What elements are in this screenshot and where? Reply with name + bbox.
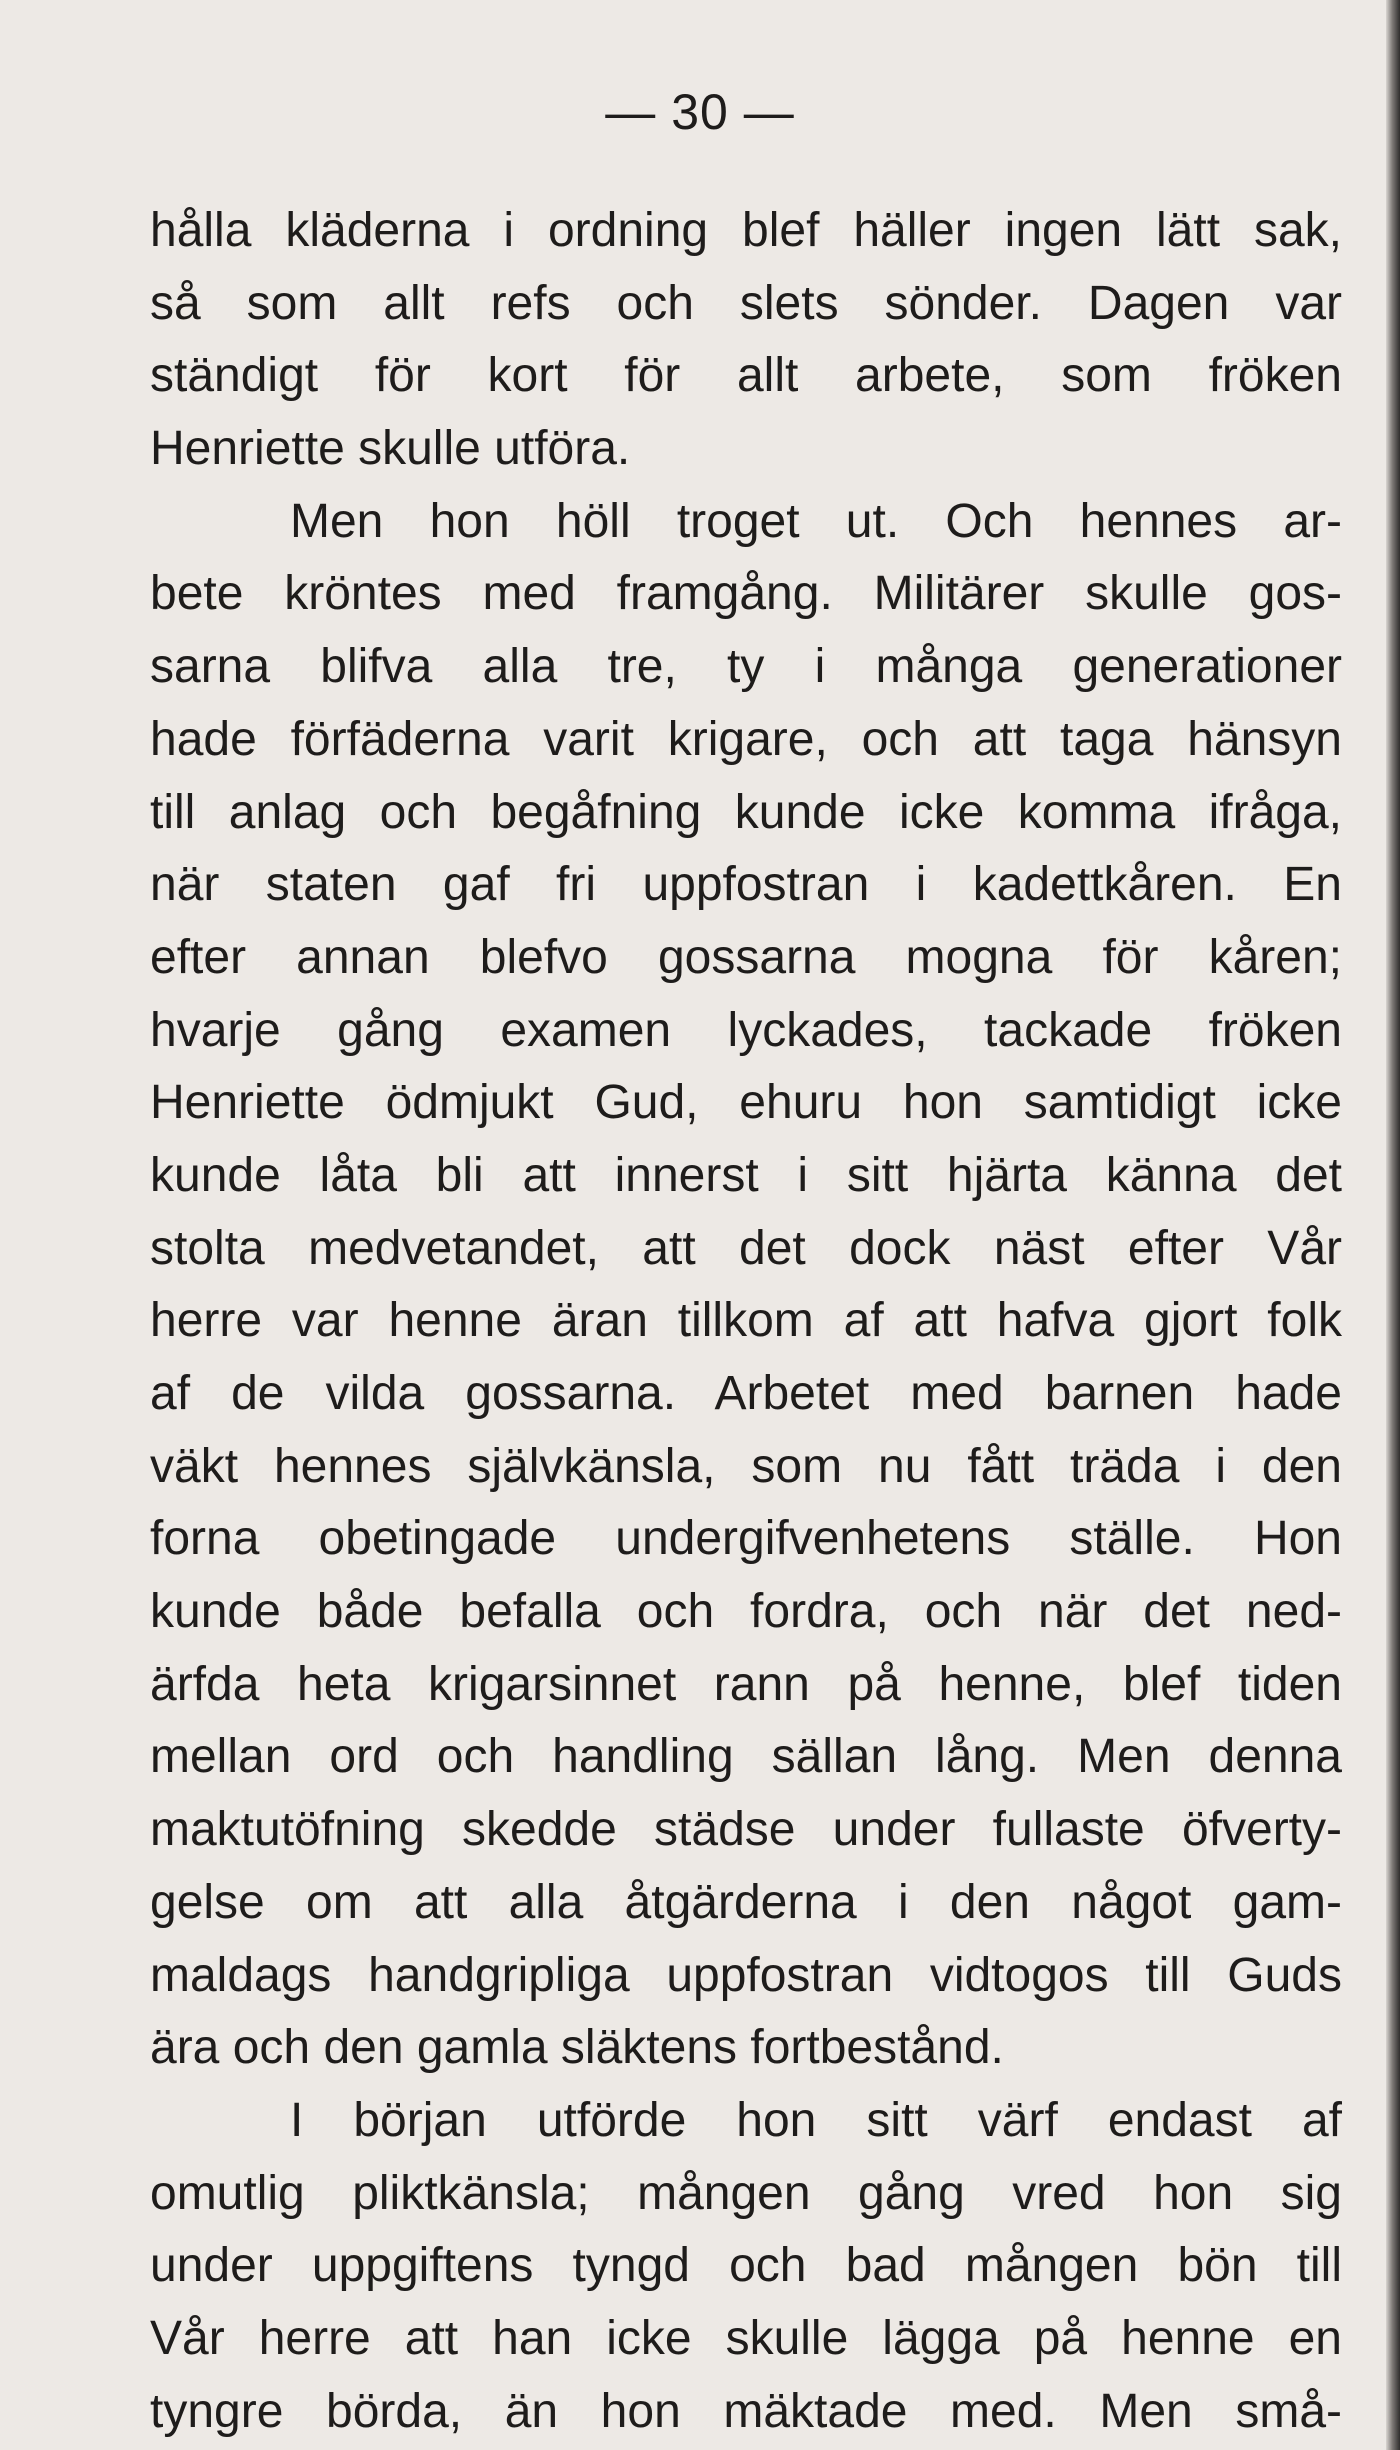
text-line: I början utförde hon sitt värf endast af bbox=[290, 2093, 1342, 2147]
text-line: hade förfäderna varit krigare, och att taga hänsyn bbox=[150, 712, 1342, 766]
text-line: efter annan blefvo gossarna mogna för kåren; bbox=[150, 930, 1342, 984]
text-line: mellan ord och handling sällan lång. Men denna bbox=[150, 1730, 1342, 1784]
text-line: maktutöfning skedde städse under fullaste öfverty- bbox=[150, 1803, 1342, 1857]
text-line: omutlig pliktkänsla; mången gång vred hon sig bbox=[150, 2166, 1342, 2220]
text-line: gelse om att alla åtgärderna i den något gam- bbox=[150, 1875, 1342, 1929]
page-number: — 30 — bbox=[605, 84, 795, 140]
text-line: kunde låta bli att innerst i sitt hjärta känna det bbox=[150, 1148, 1342, 1202]
body-text bbox=[150, 195, 1342, 2448]
text-line: väkt hennes självkänsla, som nu fått träda i den bbox=[150, 1439, 1342, 1493]
text-line: af de vilda gossarna. Arbetet med barnen hade bbox=[150, 1367, 1342, 1420]
text-line: ständigt för kort för allt arbete, som fröken bbox=[150, 349, 1342, 403]
text-line: Men hon höll troget ut. Och hennes ar- bbox=[290, 494, 1342, 548]
text-line: maldags handgripliga uppfostran vidtogos till Guds bbox=[150, 1948, 1342, 2002]
text-line: Henriette ödmjukt Gud, ehuru hon samtidigt icke bbox=[150, 1076, 1342, 1130]
text-line: ärfda heta krigarsinnet rann på henne, blef tiden bbox=[150, 1657, 1342, 1711]
text-line: stolta medvetandet, att det dock näst efter Vår bbox=[150, 1221, 1342, 1275]
text-line: forna obetingade undergifvenhetens ställe. Hon bbox=[150, 1512, 1342, 1566]
page-edge-shadow bbox=[1386, 0, 1400, 2450]
text-line: hvarje gång examen lyckades, tackade fröken bbox=[150, 1003, 1342, 1057]
text-line: hålla kläderna i ordning blef häller ingen lätt sak, bbox=[150, 204, 1342, 257]
text-line: när staten gaf fri uppfostran i kadettkåren. En bbox=[150, 858, 1342, 912]
text-line: tyngre börda, än hon mäktade med. Men små- bbox=[150, 2384, 1342, 2438]
text-line: så som allt refs och slets sönder. Dagen var bbox=[150, 276, 1342, 330]
text-line: bete kröntes med framgång. Militärer skulle gos- bbox=[150, 567, 1342, 621]
text-line: under uppgiftens tyngd och bad mången bön till bbox=[150, 2239, 1342, 2293]
text-line: sarna blifva alla tre, ty i många generationer bbox=[150, 640, 1342, 694]
text-line: ära och den gamla släktens fortbestånd. bbox=[150, 2021, 1004, 2075]
text-line: Henriette skulle utföra. bbox=[150, 422, 631, 476]
text-line: herre var henne äran tillkom af att hafva gjort folk bbox=[150, 1294, 1342, 1348]
text-line: Vår herre att han icke skulle lägga på henne en bbox=[150, 2311, 1342, 2365]
text-line: kunde både befalla och fordra, och när det ned- bbox=[150, 1585, 1342, 1639]
text-line: till anlag och begåfning kunde icke komma ifråga, bbox=[150, 785, 1342, 839]
